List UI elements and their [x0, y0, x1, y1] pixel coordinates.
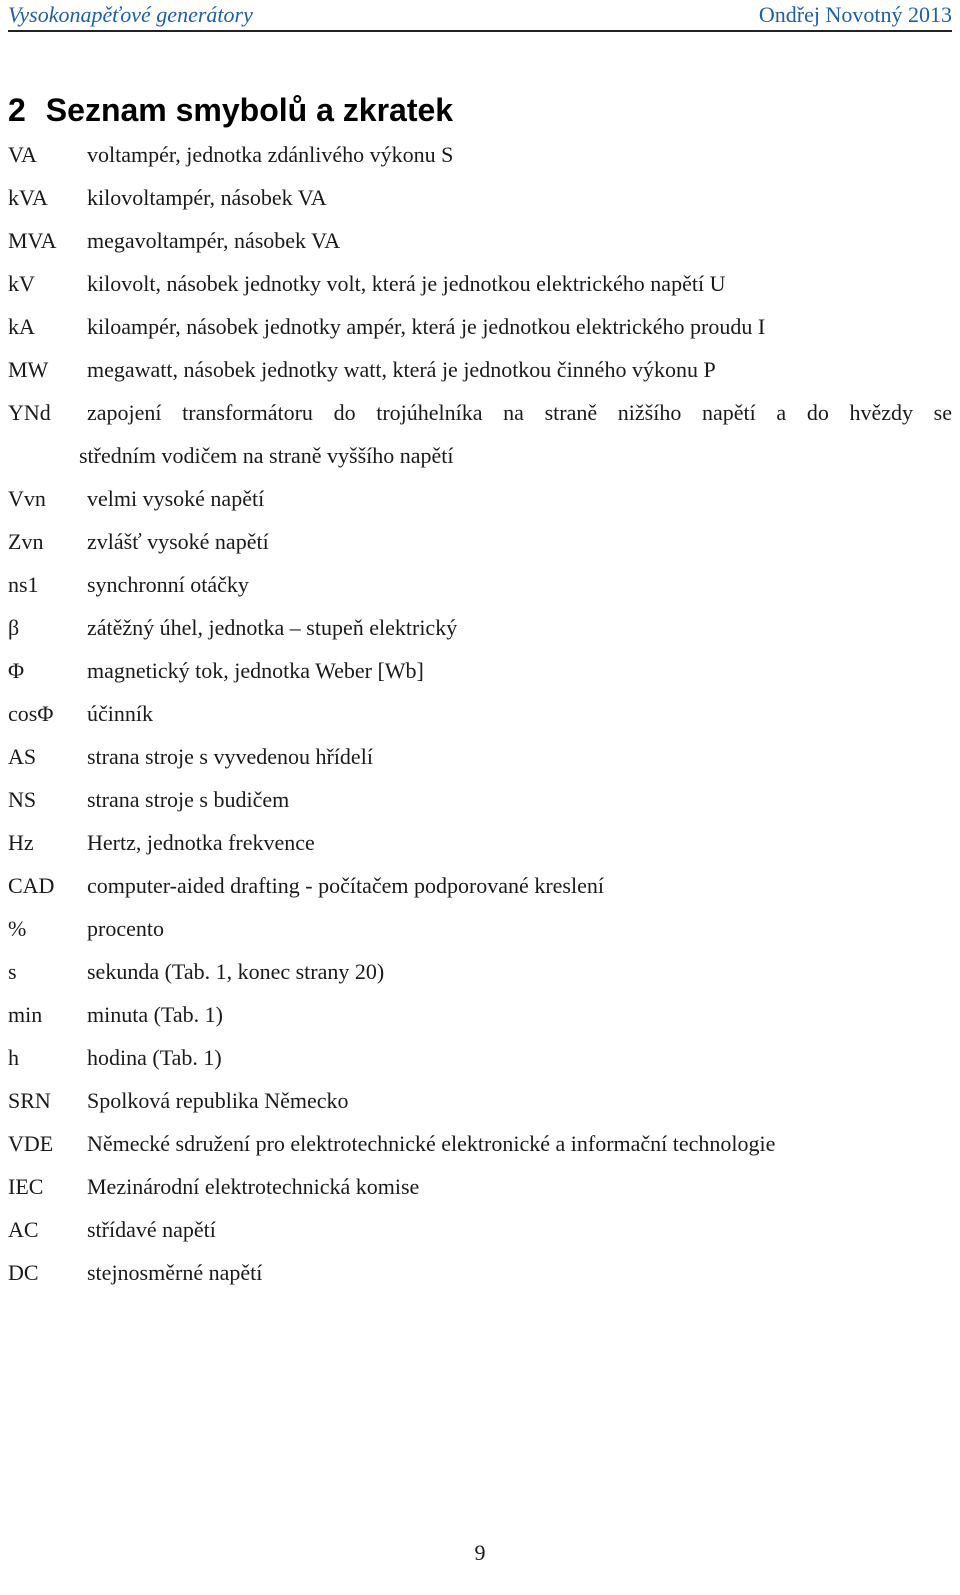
- symbol-row: [8, 778, 952, 821]
- symbol-abbr: IEC: [8, 1174, 44, 1199]
- symbol-abbr: ns1: [8, 572, 39, 597]
- symbol-row: [8, 176, 952, 219]
- symbol-row: [8, 563, 952, 606]
- symbol-row: [8, 1165, 952, 1208]
- page-header: [8, 0, 952, 32]
- symbol-row: [8, 133, 952, 176]
- symbol-list: [8, 133, 952, 1294]
- symbol-abbr: h: [8, 1045, 19, 1070]
- symbol-definition: střídavé napětí: [87, 1217, 216, 1242]
- symbol-definition: kilovolt, násobek jednotky volt, která je jednotkou elektrického napětí U: [87, 271, 726, 296]
- symbol-abbr: AS: [8, 744, 37, 769]
- symbol-definition: zvlášť vysoké napětí: [87, 529, 269, 554]
- symbol-row: [8, 649, 952, 692]
- symbol-definition: minuta (Tab. 1): [87, 1002, 223, 1027]
- symbol-abbr: Vvn: [8, 486, 46, 511]
- symbol-definition-line: zapojení transformátoru do trojúhelníka na straně nižšího napětí a do hvězdy se: [87, 400, 952, 425]
- symbol-abbr: %: [8, 916, 27, 941]
- symbol-definition: Mezinárodní elektrotechnická komise: [87, 1174, 420, 1199]
- symbol-abbr: kVA: [8, 185, 48, 210]
- chapter-number: 2: [8, 92, 26, 128]
- symbol-row: [8, 606, 952, 649]
- symbol-row: [8, 907, 952, 950]
- symbol-definition: zátěžný úhel, jednotka – stupeň elektrický: [87, 615, 458, 640]
- symbol-row: [8, 950, 952, 993]
- chapter-title: Seznam smybolů a zkratek: [45, 92, 454, 128]
- symbol-definition: stejnosměrné napětí: [87, 1260, 263, 1285]
- symbol-row: [8, 864, 952, 907]
- symbol-abbr: SRN: [8, 1088, 51, 1113]
- symbol-abbr: MW: [8, 357, 49, 382]
- symbol-definition: hodina (Tab. 1): [87, 1045, 222, 1070]
- symbol-definition: Hertz, jednotka frekvence: [87, 830, 315, 855]
- symbol-definition: strana stroje s vyvedenou hřídelí: [87, 744, 373, 769]
- symbol-definition-continuation: středním vodičem na straně vyššího napětí: [79, 443, 454, 468]
- symbol-definition: megavoltampér, násobek VA: [87, 228, 341, 253]
- symbol-definition: procento: [87, 916, 164, 941]
- symbol-definition: účinník: [87, 701, 153, 726]
- symbol-row: [8, 391, 952, 477]
- symbol-abbr: Zvn: [8, 529, 44, 554]
- symbol-definition: velmi vysoké napětí: [87, 486, 265, 511]
- symbol-abbr: NS: [8, 787, 37, 812]
- symbol-row: [8, 1122, 952, 1165]
- symbol-row: [8, 477, 952, 520]
- symbol-row: [8, 219, 952, 262]
- symbol-definition: kiloampér, násobek jednotky ampér, která je jednotkou elektrického proudu I: [87, 314, 766, 339]
- symbol-abbr: DC: [8, 1260, 39, 1285]
- symbol-row: [8, 262, 952, 305]
- page-number: 9: [474, 1540, 486, 1565]
- document-title: Vysokonapěťové generátory: [8, 2, 253, 27]
- symbol-definition: computer-aided drafting - počítačem podporované kreslení: [87, 873, 604, 898]
- symbol-abbr: β: [8, 615, 20, 640]
- symbol-row: [8, 1079, 952, 1122]
- symbol-row: [8, 348, 952, 391]
- symbol-abbr: Hz: [8, 830, 34, 855]
- symbol-definition: magnetický tok, jednotka Weber [Wb]: [87, 658, 424, 683]
- symbol-abbr: min: [8, 1002, 43, 1027]
- symbol-row: [8, 692, 952, 735]
- symbol-abbr: VA: [8, 142, 37, 167]
- symbol-definition: Spolková republika Německo: [87, 1088, 349, 1113]
- symbol-definition: sekunda (Tab. 1, konec strany 20): [87, 959, 385, 984]
- symbol-abbr: VDE: [8, 1131, 54, 1156]
- symbol-row: [8, 993, 952, 1036]
- symbol-definition: synchronní otáčky: [87, 572, 249, 597]
- symbol-definition: [79, 391, 952, 477]
- symbol-abbr: MVA: [8, 228, 57, 253]
- symbol-row: [8, 821, 952, 864]
- symbol-row: [8, 520, 952, 563]
- symbol-definition: Německé sdružení pro elektrotechnické elektronické a informační technologie: [87, 1131, 776, 1156]
- symbol-row: [8, 1208, 952, 1251]
- symbol-abbr: s: [8, 959, 17, 984]
- symbol-row: [8, 1251, 952, 1294]
- symbol-definition: voltampér, jednotka zdánlivého výkonu S: [87, 142, 454, 167]
- symbol-row: [8, 305, 952, 348]
- symbol-abbr: CAD: [8, 873, 55, 898]
- symbol-abbr: AC: [8, 1217, 39, 1242]
- symbol-abbr: YNd: [8, 400, 51, 425]
- symbol-definition: strana stroje s budičem: [87, 787, 290, 812]
- symbol-row: [8, 735, 952, 778]
- symbol-row: [8, 1036, 952, 1079]
- symbol-definition: kilovoltampér, násobek VA: [87, 185, 327, 210]
- symbol-definition: megawatt, násobek jednotky watt, která je jednotkou činného výkonu P: [87, 357, 716, 382]
- symbol-abbr: cosΦ: [8, 701, 54, 726]
- chapter-heading: [8, 92, 453, 129]
- author-year: Ondřej Novotný 2013: [758, 2, 952, 27]
- symbol-abbr: Φ: [8, 658, 25, 683]
- symbol-abbr: kA: [8, 314, 35, 339]
- symbol-abbr: kV: [8, 271, 35, 296]
